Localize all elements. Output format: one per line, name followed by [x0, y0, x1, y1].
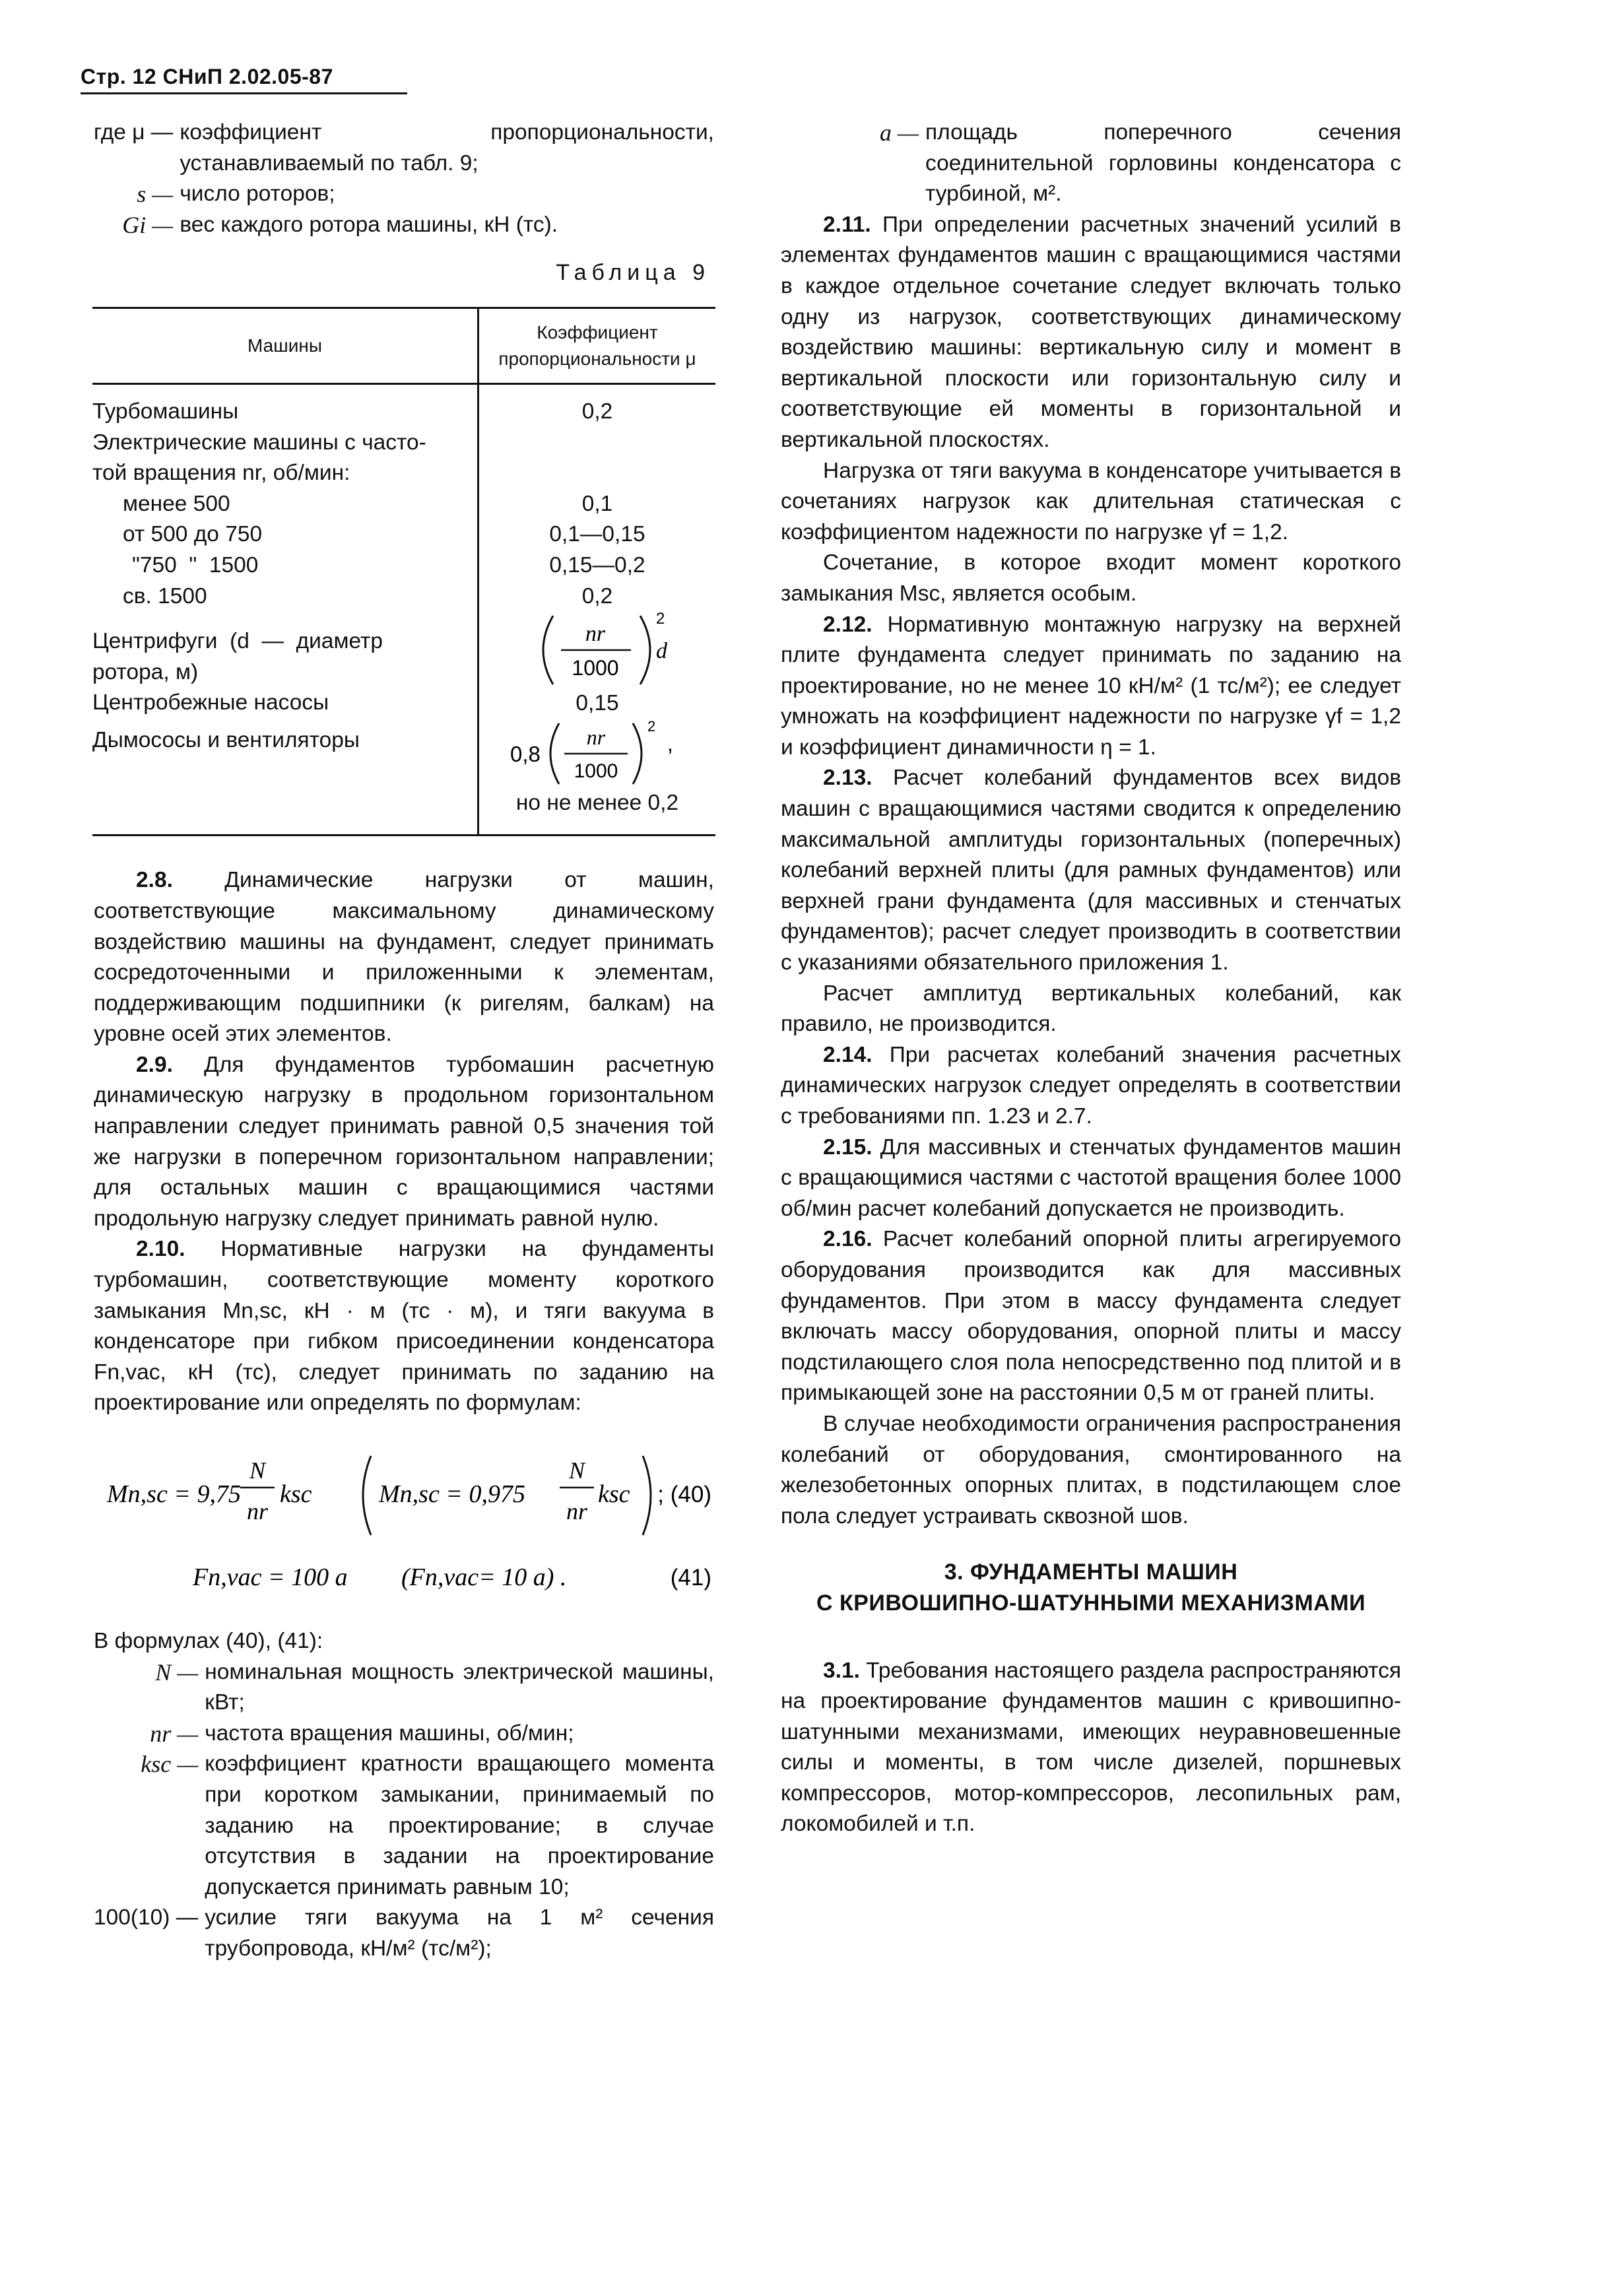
clause-text: Динамические нагрузки от машин, соответствующие максимальному динамическому воздействию машины на фундамент, следует принимать сосредоточенными и приложенными к элементам, поддерживающим подшипники (к ригелям, балкам) на уровне осей этих элементов.	[94, 868, 714, 1047]
clause-number: 2.10.	[136, 1237, 185, 1262]
coefficient-column	[479, 385, 715, 834]
section-title-line: 3. ФУНДАМЕНТЫ МАШИН	[944, 1559, 1238, 1585]
formula-exponent-d: d	[656, 639, 667, 664]
centrifuge-formula	[479, 612, 715, 688]
right-column	[781, 117, 1401, 1840]
def-text: площадь поперечного сечения соединительной горловины конденсатора с турбиной, м².	[925, 120, 1401, 207]
eq40-ksc: ksc	[280, 1480, 312, 1508]
paragraph-2-13-b: Расчет амплитуд вертикальных колебаний, как правило, не производится.	[781, 981, 1401, 1037]
eq41-lhs: Fn,vac = 100 a	[193, 1563, 348, 1591]
paragraph-2-15	[781, 1132, 1401, 1225]
table-caption: Таблица 9	[556, 260, 710, 286]
clause-text: Для фундаментов турбомашин расчетную динамическую нагрузку в продольном горизонтальном направлении следует принимать равной 0,5 значения той же нагрузки в поперечном горизонтальном направлении; для остальных машин с вращающимися частями продольную нагрузку следует принимать равной нулю.	[94, 1052, 714, 1231]
header-underline	[81, 92, 407, 94]
clause-text: Требования настоящего раздела распространяются на проектирование фундаментов машин с кривошипно-шатунными механизмами, имеющих неуравновешенные силы и моменты, в том числе дизелей, поршневых компрессоров, мотор-компрессоров, лесопильных рам, локомобилей и т.п.	[781, 1658, 1402, 1837]
eq41-paren: (Fn,vac= 10 a) .	[401, 1563, 567, 1591]
left-column	[94, 117, 714, 1965]
page-header: Стр. 12 СНиП 2.02.05-87	[81, 65, 333, 88]
paragraph-2-8	[94, 865, 714, 1050]
section-title-line: С КРИВОШИПНО-ШАТУННЫМИ МЕХАНИЗМАМИ	[816, 1590, 1366, 1616]
table-cell: 0,2	[581, 583, 613, 608]
table-cell: ротора, м)	[92, 659, 199, 684]
equation-40	[94, 1445, 714, 1544]
def-text: вес каждого ротора машины, кН (тс).	[180, 212, 558, 237]
where-definitions	[94, 117, 714, 240]
def-symbol: 100(10) —	[94, 1905, 199, 1930]
clause-number: 2.8.	[136, 868, 173, 893]
column-header-machines: Машины	[92, 309, 479, 383]
table-cell: от 500 до 750	[123, 522, 263, 547]
paragraph-2-10	[94, 1234, 714, 1419]
definition-a	[781, 117, 1401, 210]
clause-text: Расчет колебаний опорной плиты агрегируемого оборудования производится как для массивных фундаментов. При этом в массу фундамента следует включать массу оборудования, опорной плиты и массу подстилающего слоя пола непосредственно под плитой и в примыкающей зоне на расстоянии 0,5 м от граней плиты.	[781, 1227, 1401, 1406]
table-cell: Дымососы и вентиляторы	[92, 727, 360, 752]
eq40-number: ; (40)	[657, 1482, 711, 1507]
table-cell: той вращения nr, об/мин:	[92, 461, 350, 486]
def-symbol: a —	[880, 119, 919, 146]
clause-number: 2.13.	[823, 766, 872, 791]
clause-text: Для массивных и стенчатых фундаментов машин с вращающимися частями с частотой вращения более 1000 об/мин расчет колебаний допускается не производить.	[781, 1134, 1401, 1221]
clause-number: 2.12.	[823, 612, 872, 637]
table-header	[92, 309, 715, 385]
paragraph-2-16	[781, 1224, 1401, 1409]
table-9	[92, 307, 715, 836]
table-cell: 0,2	[581, 399, 613, 424]
clause-number: 2.9.	[136, 1052, 173, 1077]
clause-number: 2.16.	[823, 1227, 872, 1252]
table-cell: Электрические машины с часто-	[92, 430, 426, 455]
table-cell: "750 " 1500	[132, 552, 259, 577]
eq40-paren-lhs: Mn,sc = 0,975	[379, 1480, 525, 1508]
table-cell-empty	[479, 428, 715, 459]
column-header-coefficient: Коэффициент пропорциональности μ	[498, 321, 696, 369]
table-cell: менее 500	[123, 491, 230, 516]
section-3-title	[781, 1557, 1401, 1618]
paragraph-2-11-b: Нагрузка от тяги вакуума в конденсаторе учитывается в сочетаниях нагрузок как длительная статическая с коэффициентом надежности по нагрузке γf = 1,2.	[781, 458, 1401, 544]
def-text: номинальная мощность электрической машины, кВт;	[205, 1659, 714, 1715]
equation-40-svg	[94, 1445, 714, 1544]
table-cell-empty	[479, 458, 715, 489]
def-symbol: где μ —	[94, 120, 174, 145]
eq40-lhs: Mn,sc = 9,75	[107, 1480, 241, 1508]
centrifuge-formula-svg	[515, 612, 680, 688]
table-cell: 0,15—0,2	[549, 552, 645, 577]
formula-coefficient: 0,8	[510, 741, 541, 766]
eq40-N: N	[249, 1457, 266, 1484]
def-symbol: Gi —	[122, 211, 174, 238]
paragraph-2-13	[781, 763, 1401, 978]
formula-denominator: 1000	[572, 656, 619, 680]
def-symbol: nr —	[150, 1720, 199, 1747]
fan-formula	[479, 719, 715, 788]
def-symbol: N —	[155, 1658, 199, 1686]
fan-formula-svg	[498, 719, 696, 788]
table-cell: 0,1—0,15	[549, 522, 645, 547]
table-cell: Центрифуги (d — диаметр	[92, 629, 383, 654]
clause-text: Нормативные нагрузки на фундаменты турбомашин, соответствующие моменту короткого замыкания Mn,sc, кН · м (тс · м), и тяги вакуума в конденсаторе при гибком присоединении конденсатора Fn,vac, кН (тс), следует принимать по заданию на проектирование или определять по формулам:	[94, 1237, 714, 1416]
machines-column	[92, 385, 479, 834]
table-cell: св. 1500	[123, 583, 207, 608]
paragraph-2-9	[94, 1050, 714, 1235]
clause-number: 2.14.	[823, 1042, 872, 1067]
paragraph-2-11	[781, 210, 1401, 456]
clause-text: Нормативную монтажную нагрузку на верхней плите фундамента следует принимать по заданию на проектирование, но не менее 10 кН/м² (1 тс/м²); ее следует умножать на коэффициент надежности по нагрузке γf = 1,2 и коэффициент динамичности η = 1.	[781, 612, 1401, 760]
paragraph-2-16-b: В случае необходимости ограничения распространения колебаний от оборудования, смонтированного на железобетонных опорных плитах, в подстилающем слое пола следует устраивать сквозной шов.	[781, 1411, 1401, 1528]
formula-numerator: nr	[585, 622, 606, 647]
formula-numerator: nr	[586, 725, 606, 749]
def-text: число роторов;	[180, 181, 335, 207]
clause-number: 2.15.	[823, 1134, 872, 1160]
eq40-paren-ksc: ksc	[598, 1480, 630, 1508]
eq40-paren-N: N	[568, 1457, 585, 1484]
clause-text: При определении расчетных значений усилий в элементах фундаментов машин с вращающимися частями в каждое отдельное сочетание следует включать только одну из нагрузок, соответствующих динамическому воздействию машины: вертикальную силу и момент в вертикальной плоскости или горизонтальную силу и соответствующие ей моменты в горизонтальной и вертикальной плоскостях.	[781, 212, 1401, 452]
table-cell: 0,1	[581, 491, 613, 516]
formulas-intro: В формулах (40), (41):	[94, 1629, 323, 1653]
equation-41-svg	[94, 1550, 714, 1606]
formula-definitions	[94, 1657, 714, 1965]
def-text: коэффициент кратности вращающего момента при коротком замыкании, принимаемый по заданию на проектирование; в случае отсутствия в задании на проектирование допускается принимать равным 10;	[205, 1752, 714, 1899]
clause-number: 3.1.	[823, 1658, 860, 1683]
formula-exponent: 2	[656, 612, 665, 628]
formula-denominator: 1000	[574, 760, 618, 782]
eq40-nr: nr	[246, 1498, 269, 1525]
clause-number: 2.11.	[823, 212, 871, 237]
paragraph-3-1	[781, 1656, 1401, 1841]
clause-text: При расчетах колебаний значения расчетных динамических нагрузок следует определять в соответствии с требованиями пп. 1.23 и 2.7.	[781, 1042, 1401, 1129]
table-cell: Турбомашины	[92, 399, 239, 424]
formula-comma: ,	[667, 731, 673, 756]
table-cell: но не менее 0,2	[515, 790, 679, 815]
def-text: коэффициент пропорциональности, устанавливаемый по табл. 9;	[180, 120, 714, 176]
eq41-number: (41)	[670, 1565, 711, 1591]
table-cell: Центробежные насосы	[92, 690, 329, 715]
eq40-paren-nr: nr	[566, 1498, 588, 1525]
def-symbol: ksc —	[141, 1751, 199, 1778]
equation-41	[94, 1550, 714, 1606]
paragraph-2-11-c: Сочетание, в которое входит момент короткого замыкания Msc, является особым.	[781, 550, 1401, 606]
def-text: частота вращения машины, об/мин;	[205, 1721, 574, 1746]
def-symbol: s —	[137, 181, 174, 208]
clause-text: Расчет колебаний фундаментов всех видов машин с вращающимися частями сводится к определению максимальной амплитуды горизонтальных (поперечных) колебаний верхней плиты (для рамных фундаментов) или верхней грани фундамента (для массивных и стенчатых фундаментов); расчет следует производить в соответствии с указаниями обязательного приложения 1.	[781, 766, 1402, 975]
paragraph-2-12	[781, 610, 1401, 764]
table-cell: 0,15	[576, 691, 619, 716]
formula-exponent: 2	[647, 719, 656, 735]
def-text: усилие тяги вакуума на 1 м² сечения трубопровода, кН/м² (тс/м²);	[205, 1905, 714, 1961]
table-body	[92, 385, 715, 834]
paragraph-2-14	[781, 1040, 1401, 1132]
